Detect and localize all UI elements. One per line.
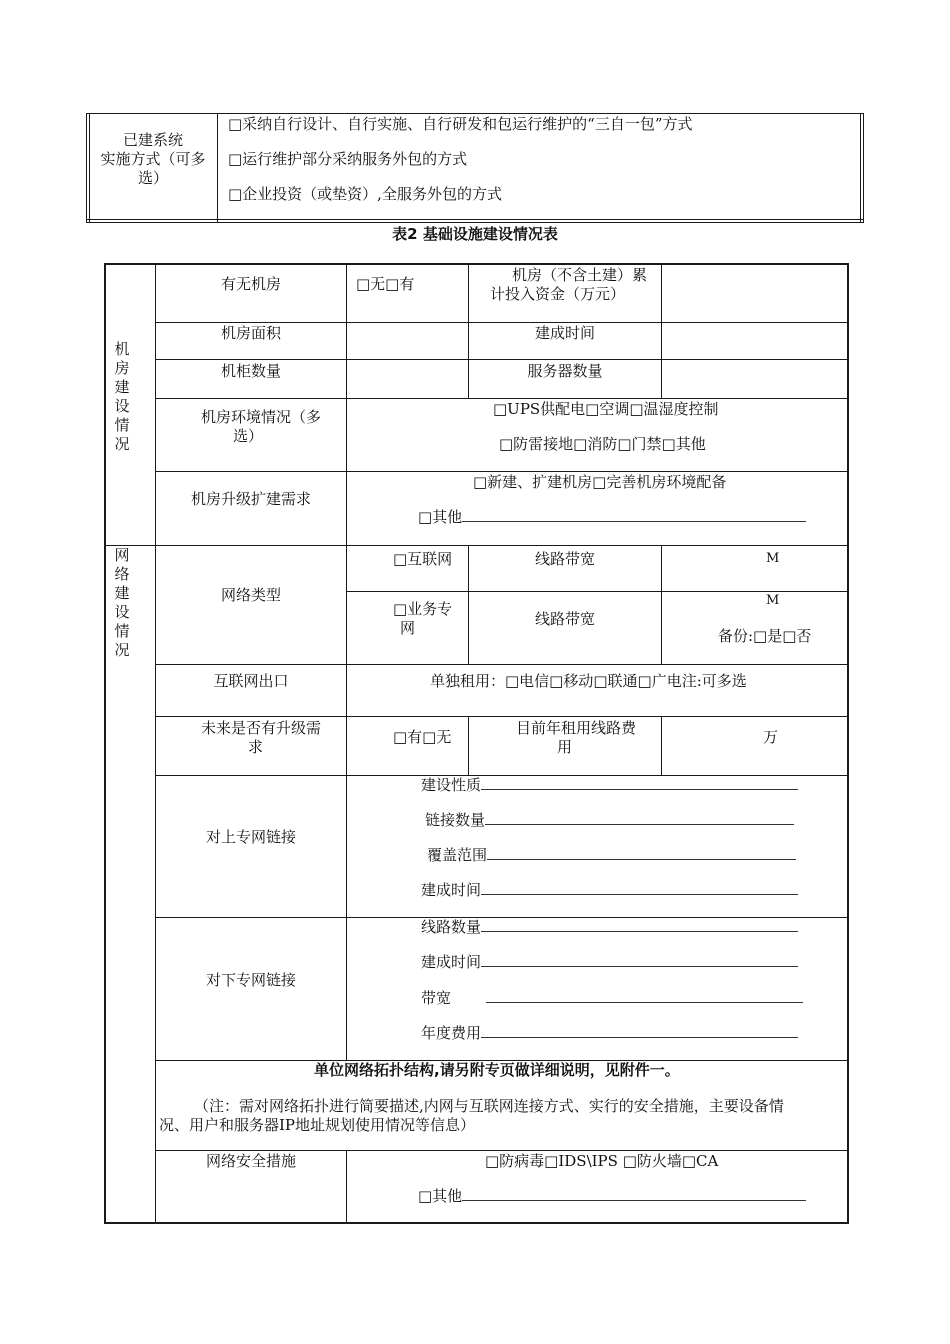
line-fee-unit[interactable]: 万 <box>763 728 779 746</box>
implementation-label-line-2: 实施方式（可多 <box>100 150 206 168</box>
server-count-label: 服务器数量 <box>527 362 603 380</box>
up-link-count-row[interactable] <box>425 811 794 829</box>
cabinet-count-input[interactable] <box>347 360 468 398</box>
down-link-fee-row[interactable] <box>421 1024 798 1042</box>
down-link-fee-label: 年度费用 <box>421 1024 482 1042</box>
down-link-bandwidth-row[interactable] <box>421 989 803 1007</box>
bandwidth-label-1: 线路带宽 <box>534 550 595 568</box>
up-link-time-row[interactable] <box>421 881 798 899</box>
table-caption: 表2 基础设施建设情况表 <box>392 225 558 243</box>
future-upgrade-label-line-2: 求 <box>248 738 264 756</box>
room-section-label: 机房建设情况 <box>114 340 130 453</box>
security-other-input[interactable] <box>462 1187 806 1201</box>
down-link-count-row[interactable] <box>421 918 798 936</box>
down-link-count-input[interactable] <box>481 918 798 932</box>
down-link-bandwidth-input[interactable] <box>486 989 803 1003</box>
option-full-outsource[interactable]: □企业投资（或垫资）,全服务外包的方式 <box>228 185 502 203</box>
option-partial-outsource[interactable]: □运行维护部分采纳服务外包的方式 <box>228 150 468 168</box>
investment-label-line-2: 计投入资金（万元） <box>490 285 626 303</box>
up-link-count-label: 链接数量 <box>425 811 486 829</box>
bandwidth-unit-2[interactable]: M <box>766 593 780 608</box>
future-upgrade-options[interactable]: □有□无 <box>393 728 452 746</box>
up-link-coverage-label: 覆盖范围 <box>427 846 488 864</box>
room-area-label: 机房面积 <box>220 324 281 342</box>
cabinet-count-label: 机柜数量 <box>220 362 281 380</box>
internet-exit-options[interactable]: 单独租用：□电信□移动□联通□广电注:可多选 <box>430 672 747 690</box>
upgrade-options[interactable]: □新建、扩建机房□完善机房环境配备 <box>473 473 727 491</box>
line-fee-label-line-1: 目前年租用线路费 <box>516 719 637 737</box>
network-section-label: 网络建设情况 <box>114 546 130 659</box>
down-link-label: 对下专网链接 <box>205 971 296 989</box>
env-label-line-2: 选） <box>233 427 264 445</box>
bandwidth-label-2: 线路带宽 <box>534 610 595 628</box>
implementation-label-line-3: 选） <box>138 169 169 187</box>
future-upgrade-label-line-1: 未来是否有升级需 <box>201 719 322 737</box>
up-link-time-input[interactable] <box>481 881 798 895</box>
topology-title: 单位网络拓扑结构,请另附专页做详细说明，见附件一。 <box>314 1061 680 1079</box>
down-link-bandwidth-label: 带宽 <box>421 989 452 1007</box>
security-other-row[interactable] <box>418 1187 806 1205</box>
has-room-options[interactable]: □无□有 <box>356 275 415 293</box>
upgrade-other-option[interactable]: □其他 <box>418 508 463 526</box>
up-link-label: 对上专网链接 <box>205 828 296 846</box>
topology-note-line-2: 况、用户和服务器IP地址规划使用情况等信息） <box>159 1116 476 1134</box>
line-fee-label-line-2: 用 <box>557 738 573 756</box>
upgrade-other-input[interactable] <box>462 508 806 522</box>
upgrade-other-row[interactable] <box>418 508 806 526</box>
internet-exit-label: 互联网出口 <box>213 672 289 690</box>
upgrade-label: 机房升级扩建需求 <box>190 490 311 508</box>
up-link-count-input[interactable] <box>485 811 794 825</box>
security-label: 网络安全措施 <box>205 1152 296 1170</box>
env-options-row-1[interactable]: □UPS供配电□空调□温湿度控制 <box>493 400 719 418</box>
investment-input[interactable] <box>662 266 847 322</box>
backup-options[interactable]: 备份:□是□否 <box>718 627 812 645</box>
down-link-time-input[interactable] <box>481 953 798 967</box>
private-option-line-1[interactable]: □业务专 <box>393 600 453 618</box>
bandwidth-unit-1[interactable]: M <box>766 551 780 566</box>
down-link-count-label: 线路数量 <box>421 918 482 936</box>
server-count-input[interactable] <box>662 360 847 398</box>
down-link-time-row[interactable] <box>421 953 798 971</box>
up-link-coverage-input[interactable] <box>487 846 796 860</box>
private-option-line-2[interactable]: 网 <box>400 619 416 637</box>
topology-note-line-1: （注：需对网络拓扑进行简要描述,内网与互联网连接方式、实行的安全措施，主要设备情 <box>194 1097 784 1115</box>
env-options-row-2[interactable]: □防雷接地□消防□门禁□其他 <box>499 435 706 453</box>
up-link-construction-label: 建设性质 <box>421 776 482 794</box>
option-self-build[interactable]: □采纳自行设计、自行实施、自行研发和包运行维护的“三自一包”方式 <box>228 115 693 133</box>
security-other-option[interactable]: □其他 <box>418 1187 463 1205</box>
security-options[interactable]: □防病毒□IDS\IPS □防火墙□CA <box>485 1152 719 1170</box>
down-link-fee-input[interactable] <box>481 1024 798 1038</box>
network-type-label: 网络类型 <box>220 586 281 604</box>
up-link-coverage-row[interactable] <box>427 846 796 864</box>
investment-label-line-1: 机房（不含土建）累 <box>512 266 648 284</box>
built-time-input[interactable] <box>662 323 847 359</box>
down-link-time-label: 建成时间 <box>421 953 482 971</box>
up-link-construction-row[interactable] <box>421 776 798 794</box>
implementation-label-line-1: 已建系统 <box>122 131 183 149</box>
up-link-time-label: 建成时间 <box>421 881 482 899</box>
env-label-line-1: 机房环境情况（多 <box>201 408 322 426</box>
has-room-label: 有无机房 <box>220 275 281 293</box>
internet-option[interactable]: □互联网 <box>393 550 453 568</box>
up-link-construction-input[interactable] <box>481 776 798 790</box>
room-area-input[interactable] <box>347 323 468 359</box>
built-time-label: 建成时间 <box>534 324 595 342</box>
